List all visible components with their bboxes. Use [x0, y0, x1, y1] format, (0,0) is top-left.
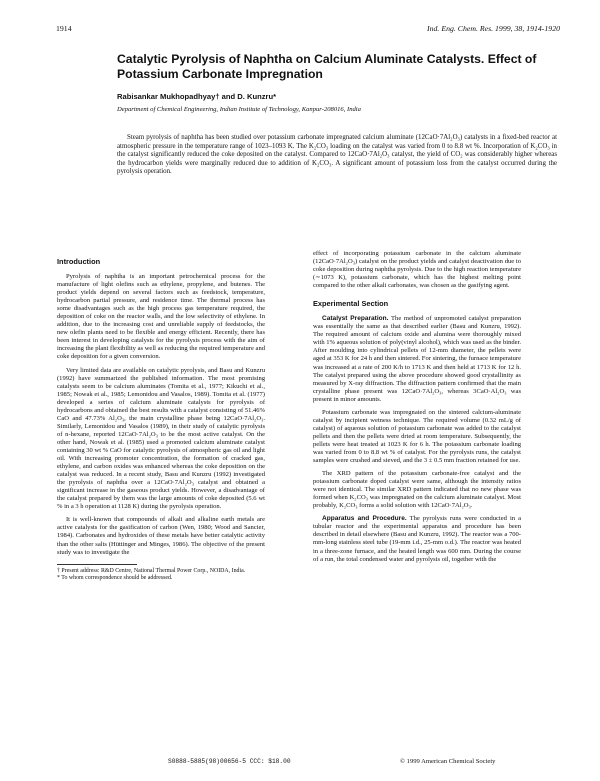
run-in-heading: Catalyst Preparation.: [322, 315, 389, 323]
section-heading-experimental: Experimental Section: [313, 299, 389, 309]
right-column: [313, 250, 521, 569]
page-number: 1914: [56, 24, 72, 33]
body-paragraph: It is well-known that compounds of alkali and alkaline earth metals are active catalysts for the gasification of carbon (Wen, 1980; Wood and Sancier, 1984). Carbonates and hydroxides of these metals have better catalytic activity than the other salts (Hüttinger and Minges, 1986). The objective of the present study was to investigate the: [57, 516, 265, 556]
author-list: Rabisankar Mukhopadhyay† and D. Kunzru*: [117, 92, 277, 101]
footnote: * To whom correspondence should be addressed.: [57, 574, 173, 581]
body-paragraph: [313, 315, 521, 404]
footnote: † Present address: R&D Centre, National Thermal Power Corp., NOIDA, India.: [57, 567, 246, 574]
body-paragraph-continued: effect of incorporating potassium carbonate in the calcium aluminate (12CaO·7Al₂O₃) catalyst on the product yields and catalyst deactivation due to coke deposition during naphtha pyrolysis. Due to the high reaction temperature (∼1073 K), potassium carbonate, which has the highest melting point compared to the other alkali carbonates, was chosen as the gasifying agent.: [313, 250, 521, 290]
paragraph-text: Potassium carbonate was impregnated on the sintered calcium-aluminate catalyst by incipient wetness technique. The required volume (0.32 mL/g of catalyst) of aqueous solution of potassium carbonate was added to the catalyst pellets and then the pellets were dried at room temperature. Subsequently, the pellets were heat treated at 1023 K for 6 h. The potassium carbonate loading was varied from 0 to 8.8 wt % of catalyst. For the pyrolysis runs, the catalyst samples were crushed and sieved, and the 3 ± 0.5 mm fraction retained for use.: [313, 408, 521, 465]
article-code: S0888-5885(98)00656-5 CCC: $18.00: [168, 758, 291, 765]
paragraph-text: The pyrolysis runs were conducted in a tubular reactor and the experimental apparatus and procedure has been described in detail elsewhere (Basu and Kunzru, 1992). The reactor was a 700-mm-long stainless steel tube (19-mm i.d., 25-mm o.d.). The reactor was heated in a three-zone furnace, and the heated length was 600 mm. During the course of a run, the total condensed water and pyrolysis oil, together with the: [313, 515, 522, 563]
running-header: [56, 24, 560, 36]
body-paragraph: [313, 515, 521, 563]
footnote-divider: [57, 564, 137, 565]
body-paragraph: Pyrolysis of naphtha is an important petrochemical process for the manufacture of light olefins such as ethylene, propylene, and butenes. The product yields depend on several factors such as feedstock, temperature, hydrocarbon partial pressure, and residence time. The thermal process has some disadvantages such as the high process gas temperature required, the deposition of coke on the reactor walls, and the low selectivity of ethylene. In addition, due to the increasing cost and unreliable supply of feedstocks, the new olefin plants need to be flexible and energy efficient. Recently, there has been interest in developing catalysts for the pyrolysis process with the aim of increasing the plant flexibility as well as reducing the required temperature and coke deposition for a given conversion.: [57, 273, 265, 361]
body-paragraph: [313, 409, 521, 465]
paragraph-text: The XRD pattern of the potassium carbonate-free catalyst and the potassium carbonate doped catalyst were same, although the intensity ratios were not identical. The similar XRD pattern indicated that no new phase was formed when K₂CO₃ was impregnated on the calcium aluminate catalyst. Most probably, K₂CO₃ forms a solid solution with 12CaO·7Al₂O₃.: [313, 470, 521, 510]
left-column: [57, 257, 265, 582]
body-paragraph: Very limited data are available on catalytic pyrolysis, and Basu and Kunzru (1992) have summarized the published information. The most promising catalysts seem to be calcium aluminates (Tomita et al., 1977; Kikuchi et al., 1985; Nowak et al., 1985; Lemonidou and Vasalos, 1989). Tomita et al. (1977) developed a series of calcium aluminate catalysts for pyrolysis of hydrocarbons and obtained the best results with a catalyst consisting of 51.46% CaO and 47.73% Al₂O₃, the main crystalline phase being 12CaO·7Al₂O₃. Similarly, Lemonidou and Vasalos (1989), in their study of catalytic pyrolysis of n-hexane, reported 12CaO·7Al₂O₃ to be the most active catalyst. On the other hand, Nowak et al. (1985) used a promoted calcium aluminate catalyst containing 30 wt % CaO for catalytic pyrolysis of atmospheric gas oil and light oil. With increasing promoter concentration, the formation of cracked gas, ethylene, and carbon oxides was enhanced whereas the coke deposition on the catalyst was reduced. In a recent study, Basu and Kunzru (1992) investigated the pyrolysis of naphtha over a 12CaO·7Al₂O₃ catalyst and obtained a significant increase in the gaseous product yields. However, a disadvantage of the catalyst prepared by them was the large amounts of coke deposited (5.6 wt % in a 3 h operation at 1128 K) during the pyrolysis operation.: [57, 366, 266, 511]
abstract: Steam pyrolysis of naphtha has been studied over potassium carbonate impregnated calcium aluminate (12CaO·7Al₂O₃) catalysts in a fixed-bed reactor at atmospheric pressure in the temperature range of 1023–1093 K. The K₂CO₃ loading on the catalyst was varied from 0 to 8.8 wt %. Incorporation of K₂CO₃ in the catalyst significantly reduced the coke deposited on the catalyst. Compared to 12CaO·7Al₂O₃ catalyst, the yield of CO₂ was considerably higher whereas the hydrocarbon yields were marginally reduced due to addition of K₂CO₃. A significant amount of potassium loss from the catalyst occurred during the pyrolysis operation.: [117, 134, 557, 176]
affiliation: Department of Chemical Engineering, Indian Institute of Technology, Kanpur-208016, India: [117, 106, 361, 113]
body-paragraph: [313, 470, 521, 510]
article-title: Catalytic Pyrolysis of Naphtha on Calcium Aluminate Catalysts. Effect of Potassium Carbonate Impregnation: [117, 52, 537, 81]
journal-citation: Ind. Eng. Chem. Res. 1999, 38, 1914-1920: [427, 24, 560, 33]
run-in-heading: Apparatus and Procedure.: [322, 515, 407, 523]
copyright: © 1999 American Chemical Society: [400, 758, 496, 765]
section-heading-introduction: Introduction: [57, 257, 101, 266]
paragraph-text: The method of unpromoted catalyst preparation was essentially the same as that described earlier (Basu and Kunzru, 1992). The required amount of calcium oxide and alumina were thoroughly mixed with 1% aqueous solution of poly(vinyl alcohol), which was used as the binder. After moulding into cylindrical pellets of 12-mm diameter, the pellets were aged at 353 K for 24 h and then sintered. For sintering, the furnace temperature was increased at a rate of 200 K/h to 1713 K and then held at 1713 K for 12 h. The catalyst prepared using the above procedure showed good crystallinity as measured by X-ray diffraction. The diffraction pattern confirmed that the main crystalline phase present was 12CaO·7Al₂O₃, whereas 3CaO·Al₂O₃ was present in minor amounts.: [313, 315, 522, 403]
